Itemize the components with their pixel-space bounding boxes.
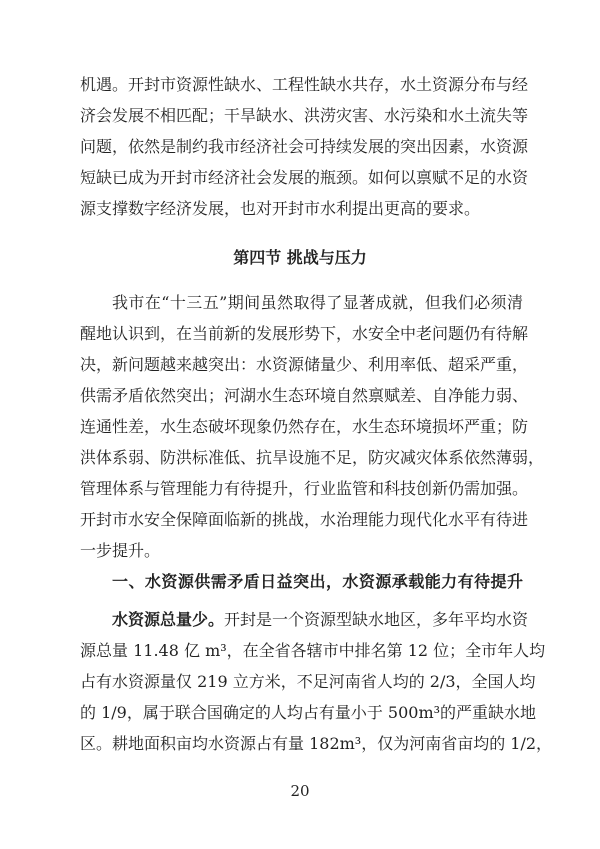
section-title: 第四节 挑战与压力 [233,248,367,267]
text-line: 源支撑数字经济发展，也对开封市水利提出更高的要求。 [80,199,481,218]
text-span: 开封是一个资源型缺水地区，多年平均水资 [224,610,529,629]
text-line: 一步提升。 [80,541,161,560]
page-number: 20 [290,782,310,800]
text-line: 醒地认识到，在当前新的发展形势下，水安全中老问题仍有待解 [80,324,529,343]
text-line: 区。耕地面积亩均水资源占有量 182m³，仅为河南省亩均的 1/2， [80,734,553,753]
text-line: 连通性差，水生态破坏现象仍然存在，水生态环境损坏严重；防 [80,417,529,436]
text-line: 济会发展不相匹配；干旱缺水、洪涝灾害、水污染和水土流失等 [80,106,529,125]
text-line: 的 1/9，属于联合国确定的人均占有量小于 500m³的严重缺水地 [80,703,537,722]
lead-phrase: 水资源总量少。 [112,610,225,629]
subheading: 一、水资源供需矛盾日益突出，水资源承载能力有待提升 [112,572,523,591]
text-line: 洪体系弱、防洪标准低、抗旱设施不足，防灾减灾体系依然薄弱， [80,448,545,467]
text-line: 机遇。开封市资源性缺水、工程性缺水共存，水土资源分布与经 [80,75,529,94]
text-line: 开封市水安全保障面临新的挑战，水治理能力现代化水平有待进 [80,510,529,529]
text-line [112,609,529,631]
text-line: 供需矛盾依然突出；河湖水生态环境自然禀赋差、自净能力弱、 [80,386,529,405]
text-line: 源总量 11.48 亿 m³，在全省各辖市中排名第 12 位；全市年人均 [80,641,546,660]
text-line: 管理体系与管理能力有待提升，行业监管和科技创新仍需加强。 [80,479,529,498]
text-line: 占有水资源量仅 219 立方米，不足河南省人均的 2/3，全国人均 [80,672,536,691]
text-line: 短缺已成为开封市经济社会发展的瓶颈。如何以禀赋不足的水资 [80,168,529,187]
text-line: 决，新问题越来越突出：水资源储量少、利用率低、超采严重， [80,355,529,374]
text-line: 我市在“十三五”期间虽然取得了显著成就，但我们必须清 [112,293,523,312]
text-line: 问题，依然是制约我市经济社会可持续发展的突出因素，水资源 [80,137,529,156]
